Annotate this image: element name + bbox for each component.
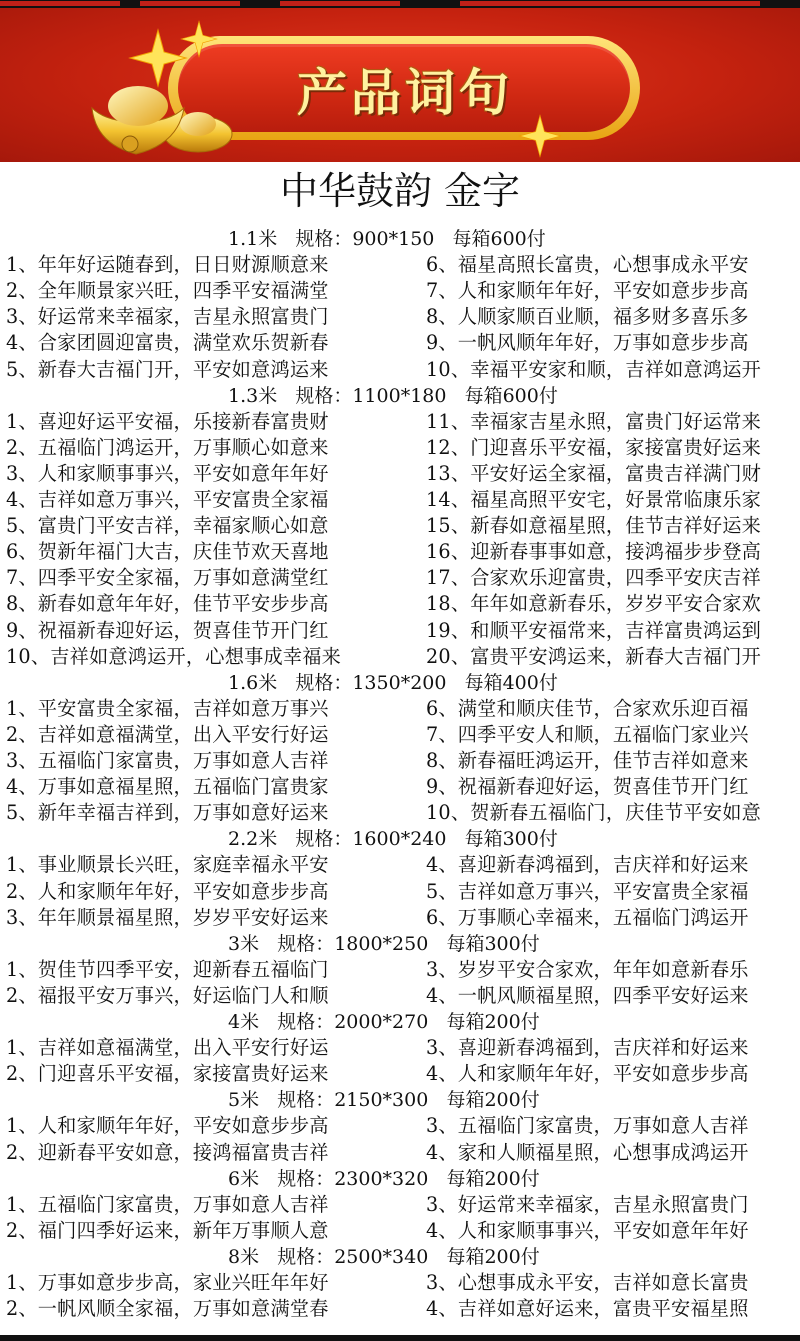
couplet-line: 19、和顺平安福常来，吉祥富贵鸿运到 (426, 618, 762, 642)
couplet-line: 20、富贵平安鸿运来，新春大吉福门开 (426, 644, 762, 668)
couplet-line: 8、新春福旺鸿运开，佳节吉祥如意来 (426, 749, 749, 772)
couplet-line: 6、万事顺心幸福来，五福临门鸿运开 (426, 905, 749, 929)
couplet-line: 12、门迎喜乐平安福，家接富贵好运来 (426, 435, 762, 459)
couplet-line: 4、人和家顺年年好，平安如意步步高 (426, 1062, 749, 1086)
couplet-line: 1、五福临门家富贵，万事如意人吉祥 (6, 1192, 329, 1216)
couplet-line: 1、事业顺景长兴旺，家庭幸福永平安 (6, 853, 329, 877)
couplet-line: 3、五福临门家富贵，万事如意人吉祥 (6, 749, 329, 772)
sparkle-star-icon (518, 114, 562, 158)
couplet-line: 3、岁岁平安合家欢，年年如意新春乐 (426, 957, 749, 981)
couplet-line: 1、年年好运随春到，日日财源顺意来 (6, 253, 329, 277)
couplet-line: 2、门迎喜乐平安福，家接富贵好运来 (6, 1062, 329, 1086)
couplet-line: 3、好运常来幸福家，吉星永照富贵门 (426, 1192, 749, 1216)
couplet-line: 6、福星高照长富贵，心想事成永平安 (426, 253, 749, 277)
top-edge-segment (460, 1, 760, 6)
couplet-line: 10、幸福平安家和顺，吉祥如意鸿运开 (426, 357, 762, 381)
section-header: 5米 规格：2150*300 每箱200付 (228, 1089, 540, 1112)
couplet-line: 4、喜迎新春鸿福到，吉庆祥和好运来 (426, 853, 749, 877)
couplet-line: 5、吉祥如意万事兴，平安富贵全家福 (426, 879, 749, 903)
couplet-line: 8、人顺家顺百业顺，福多财多喜乐多 (426, 305, 749, 329)
couplet-line: 2、迎新春平安如意，接鸿福富贵吉祥 (6, 1140, 329, 1164)
section-header: 3米 规格：1800*250 每箱300付 (228, 932, 540, 955)
couplet-line: 5、新春大吉福门开，平安如意鸿运来 (6, 357, 329, 381)
couplet-line: 17、合家欢乐迎富贵，四季平安庆吉祥 (426, 566, 762, 590)
couplet-line: 4、万事如意福星照，五福临门富贵家 (6, 775, 329, 799)
couplet-line: 4、人和家顺事事兴，平安如意年年好 (426, 1218, 749, 1242)
couplet-line: 1、平安富贵全家福，吉祥如意万事兴 (6, 696, 329, 720)
couplet-line: 3、好运常来幸福家，吉星永照富贵门 (6, 305, 329, 329)
section-header: 2.2米 规格：1600*240 每箱300付 (228, 828, 558, 851)
couplet-line: 2、全年顺景家兴旺，四季平安福满堂 (6, 279, 329, 303)
couplet-line: 5、富贵门平安吉祥，幸福家顺心如意 (6, 514, 329, 538)
title-banner (0, 8, 800, 162)
couplet-line: 2、人和家顺年年好，平安如意步步高 (6, 879, 329, 903)
couplet-line: 10、吉祥如意鸿运开，心想事成幸福来 (6, 644, 342, 668)
section-header: 1.6米 规格：1350*200 每箱400付 (228, 671, 558, 694)
couplet-line: 3、五福临门家富贵，万事如意人吉祥 (426, 1114, 749, 1138)
couplet-line: 4、吉祥如意好运来，富贵平安福星照 (426, 1297, 749, 1321)
couplet-line: 1、万事如意步步高，家业兴旺年年好 (6, 1271, 329, 1294)
top-edge-segment (140, 1, 240, 6)
banner-title: 产品词句 (297, 64, 513, 122)
couplet-line: 3、人和家顺事事兴，平安如意年年好 (6, 461, 329, 485)
couplet-line: 2、五福临门鸿运开，万事顺心如意来 (6, 435, 329, 459)
section-header: 6米 规格：2300*320 每箱200付 (228, 1167, 540, 1190)
bottom-edge-bar (0, 1335, 800, 1341)
couplet-line: 8、新春如意年年好，佳节平安步步高 (6, 592, 329, 616)
couplet-line: 15、新春如意福星照，佳节吉祥好运来 (426, 514, 762, 538)
couplet-line: 5、新年幸福吉祥到，万事如意好运来 (6, 801, 329, 825)
couplet-line: 9、祝福新春迎好运，贺喜佳节开门红 (6, 618, 329, 642)
couplet-line: 1、贺佳节四季平安，迎新春五福临门 (6, 957, 329, 981)
couplet-line: 7、四季平安全家福，万事如意满堂红 (6, 566, 329, 590)
product-subtitle: 中华鼓韵 金字 (279, 169, 521, 213)
couplet-line: 16、迎新春事事如意，接鸿福步步登高 (426, 540, 762, 564)
couplet-line: 7、四季平安人和顺，五福临门家业兴 (426, 722, 749, 746)
sparkle-star-icon (128, 28, 188, 88)
couplet-line: 9、祝福新春迎好运，贺喜佳节开门红 (426, 775, 749, 799)
couplet-line: 9、一帆风顺年年好，万事如意步步高 (426, 331, 749, 355)
couplet-line: 11、幸福家吉星永照，富贵门好运常来 (426, 409, 762, 433)
couplet-line: 4、吉祥如意万事兴，平安富贵全家福 (6, 488, 329, 511)
top-edge-bar (0, 0, 800, 8)
couplet-line: 2、福门四季好运来，新年万事顺人意 (6, 1218, 329, 1242)
couplet-line: 3、心想事成永平安，吉祥如意长富贵 (426, 1271, 749, 1294)
couplet-line: 18、年年如意新春乐，岁岁平安合家欢 (426, 592, 762, 616)
couplet-line: 1、吉祥如意福满堂，出入平安行好运 (6, 1036, 329, 1060)
couplet-line: 10、贺新春五福临门，庆佳节平安如意 (426, 801, 762, 825)
couplet-line: 4、一帆风顺福星照，四季平安好运来 (426, 983, 749, 1007)
couplet-line: 3、喜迎新春鸿福到，吉庆祥和好运来 (426, 1036, 749, 1060)
section-header: 1.1米 规格：900*150 每箱600付 (228, 228, 546, 250)
top-edge-segment (0, 1, 120, 6)
top-edge-segment (280, 1, 400, 6)
couplet-line: 6、满堂和顺庆佳节，合家欢乐迎百福 (426, 696, 749, 720)
couplet-line: 1、人和家顺年年好，平安如意步步高 (6, 1114, 329, 1138)
couplet-line: 1、喜迎好运平安福，乐接新春富贵财 (6, 409, 329, 433)
couplet-line: 2、福报平安万事兴，好运临门人和顺 (6, 983, 329, 1007)
couplet-line: 7、人和家顺年年好，平安如意步步高 (426, 279, 749, 303)
couplet-line: 2、一帆风顺全家福，万事如意满堂春 (6, 1297, 329, 1321)
section-header: 8米 规格：2500*340 每箱200付 (228, 1245, 540, 1268)
couplet-line: 3、年年顺景福星照，岁岁平安好运来 (6, 905, 329, 929)
section-header: 1.3米 规格：1100*180 每箱600付 (228, 384, 558, 407)
sparkle-star-icon (180, 20, 218, 58)
couplet-line: 2、吉祥如意福满堂，出入平安行好运 (6, 722, 329, 746)
couplet-line: 13、平安好运全家福，富贵吉祥满门财 (426, 461, 762, 485)
couplet-line: 4、家和人顺福星照，心想事成鸿运开 (426, 1140, 749, 1164)
section-header: 4米 规格：2000*270 每箱200付 (228, 1011, 540, 1033)
couplet-line: 4、合家团圆迎富贵，满堂欢乐贺新春 (6, 331, 329, 355)
couplet-line: 14、福星高照平安宅，好景常临康乐家 (426, 488, 762, 511)
couplet-line: 6、贺新年福门大吉，庆佳节欢天喜地 (6, 540, 329, 564)
